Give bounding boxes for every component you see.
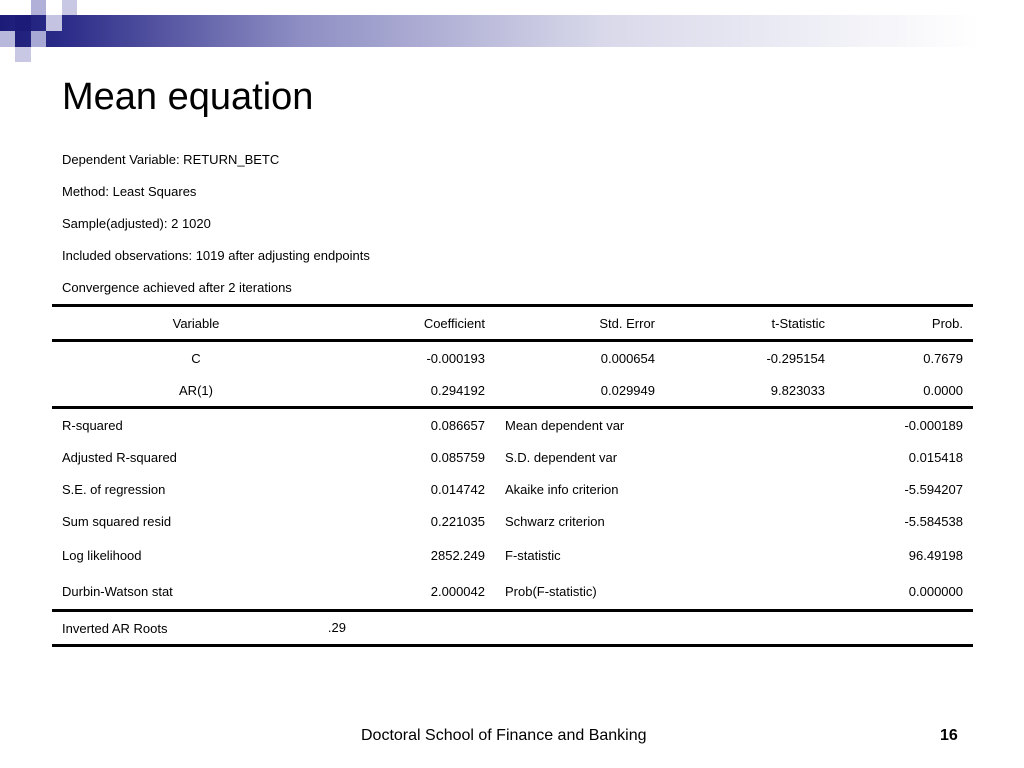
convergence-text: Convergence achieved after 2 iterations [62, 280, 292, 295]
column-header: Coefficient [340, 306, 495, 341]
regression-table [52, 304, 973, 647]
column-header: Prob. [835, 306, 973, 341]
table-cell: C [191, 350, 201, 366]
stat-label: Schwarz criterion [505, 513, 605, 529]
roots-value: .29 [327, 620, 346, 635]
table-row [52, 611, 973, 646]
decor-square [31, 31, 46, 47]
column-header: Std. Error [495, 306, 665, 341]
table-cell: 0.029949 [495, 374, 665, 408]
page-title: Mean equation [62, 76, 314, 118]
stat-value: -5.594207 [904, 481, 963, 497]
stat-label: F-statistic [505, 547, 561, 563]
table-cell: -0.295154 [766, 350, 825, 366]
table-row [52, 408, 973, 442]
table-row [52, 537, 973, 573]
table-cell: 0.7679 [923, 350, 963, 366]
stat-value: 96.49198 [908, 547, 963, 563]
table-row [52, 374, 973, 408]
stat-label: Sum squared resid [62, 513, 172, 529]
stat-value: 0.085759 [430, 449, 485, 465]
stat-label: R-squared [62, 417, 123, 433]
stat-label: S.D. dependent var [505, 449, 618, 465]
table-row [52, 505, 973, 537]
stat-label: S.E. of regression [62, 481, 166, 497]
stat-value: 2.000042 [340, 573, 495, 611]
stat-value: -0.000189 [904, 417, 963, 433]
table-row [52, 573, 973, 611]
stat-value: 2852.249 [430, 547, 485, 563]
observations-text: Included observations: 1019 after adjusting endpoints [62, 248, 370, 263]
stat-value: 0.086657 [430, 417, 485, 433]
decor-square [31, 0, 46, 15]
stat-label: Prob(F-statistic) [495, 573, 835, 611]
sample-text: Sample(adjusted): 2 1020 [62, 216, 211, 231]
page-number: 16 [940, 727, 958, 744]
footer-text: Doctoral School of Finance and Banking [361, 727, 647, 744]
stat-label: Akaike info criterion [505, 481, 619, 497]
table-cell: -0.000193 [426, 350, 485, 366]
stat-value: 0.000000 [835, 573, 973, 611]
stat-value: 0.015418 [908, 449, 963, 465]
decor-square [15, 15, 31, 31]
stat-value: 0.221035 [430, 513, 485, 529]
decor-square [62, 0, 77, 15]
header-gradient-bar [0, 15, 1024, 47]
table-cell: AR(1) [52, 374, 340, 408]
table-row [52, 473, 973, 505]
table-row [52, 441, 973, 473]
column-header: Variable [52, 306, 340, 341]
roots-label [52, 611, 346, 646]
decor-square [15, 47, 31, 62]
stat-value: -5.584538 [904, 513, 963, 529]
decor-square [0, 31, 15, 47]
table-cell: 0.294192 [340, 374, 495, 408]
dependent-variable-text: Dependent Variable: RETURN_BETC [62, 152, 280, 167]
table-header-row [52, 306, 973, 341]
column-header: t-Statistic [665, 306, 835, 341]
stat-label: Durbin-Watson stat [52, 573, 340, 611]
stat-value: 0.014742 [430, 481, 485, 497]
method-text: Method: Least Squares [62, 184, 197, 199]
decor-square [46, 15, 62, 31]
roots-label-text: Inverted AR Roots [62, 620, 168, 636]
stat-label: Mean dependent var [505, 417, 625, 433]
stat-label: Log likelihood [62, 547, 142, 563]
table-row [52, 341, 973, 375]
table-cell: 9.823033 [665, 374, 835, 408]
stat-label: Adjusted R-squared [62, 449, 177, 465]
table-cell: 0.0000 [835, 374, 973, 408]
table-cell: 0.000654 [600, 350, 655, 366]
